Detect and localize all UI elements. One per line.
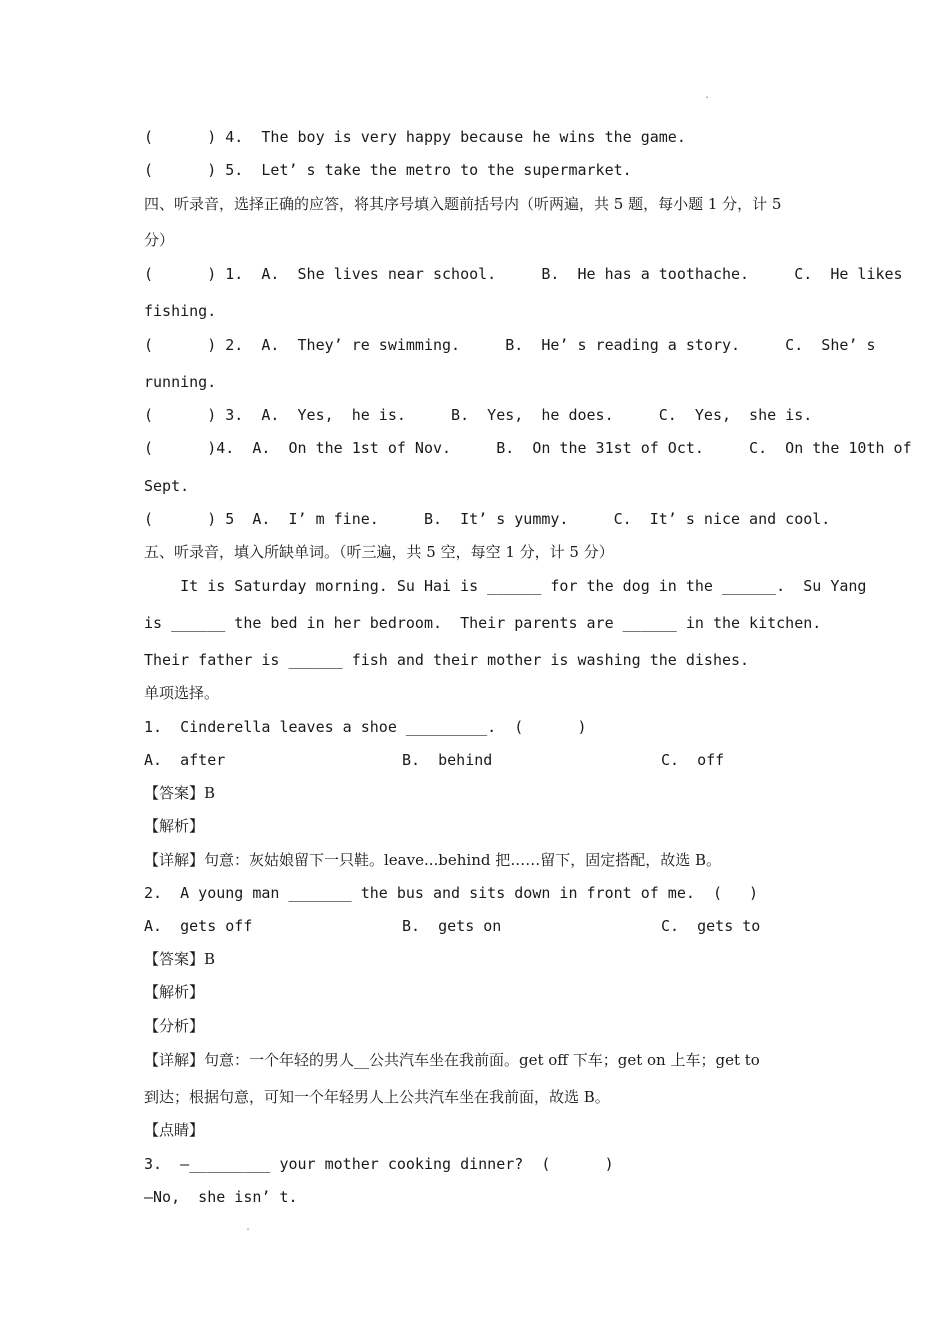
- q2-dianjing-label: 【点睛】: [144, 1121, 205, 1139]
- question-1: 1. Cinderella leaves a shoe _________. ( ): [144, 718, 587, 736]
- response-item-2-cont: running.: [144, 373, 217, 391]
- q1-detail: 【详解】句意：灰姑娘留下一只鞋。leave...behind 把……留下，固定搭配，故选 B。: [144, 851, 722, 869]
- q2-option-b: B. gets on: [402, 917, 502, 935]
- response-item-5: ( ) 5 A. I’ m fine. B. It’ s yummy. C. It’ s nice and cool.: [144, 510, 831, 528]
- q1-answer: 【答案】B: [144, 784, 216, 802]
- response-item-3: ( ) 3. A. Yes, he is. B. Yes, he does. C. Yes, she is.: [144, 406, 813, 424]
- q2-answer: 【答案】B: [144, 950, 216, 968]
- section-5-heading: 五、听录音，填入所缺单词。（听三遍，共 5 空，每空 1 分，计 5 分）: [144, 543, 614, 561]
- q1-option-a: A. after: [144, 751, 226, 769]
- section-4-heading: 四、听录音，选择正确的应答，将其序号填入题前括号内（听两遍，共 5 题，每小题 1 分，计 5: [144, 195, 782, 213]
- q2-detail: 【详解】句意：一个年轻的男人__公共汽车坐在我前面。get off 下车；get on 上车；get to: [144, 1051, 760, 1069]
- passage-line-2: is ______ the bed in her bedroom. Their parents are ______ in the kitchen.: [144, 614, 822, 632]
- listening-item-5: ( ) 5. Let’ s take the metro to the supermarket.: [144, 161, 632, 179]
- q1-option-b: B. behind: [402, 751, 493, 769]
- listening-item-4: ( ) 4. The boy is very happy because he wins the game.: [144, 128, 686, 146]
- section-mcq-heading: 单项选择。: [144, 684, 220, 702]
- passage-line-3: Their father is ______ fish and their mother is washing the dishes.: [144, 651, 750, 669]
- question-3-reply: —No, she isn’ t.: [144, 1188, 298, 1206]
- q2-fenxi-label: 【分析】: [144, 1017, 205, 1035]
- q2-option-c: C. gets to: [661, 917, 761, 935]
- response-item-4-cont: Sept.: [144, 477, 190, 495]
- response-item-2: ( ) 2. A. They’ re swimming. B. He’ s reading a story. C. She’ s: [144, 336, 876, 354]
- section-4-heading-cont: 分）: [144, 231, 175, 249]
- q2-detail-cont: 到达；根据句意，可知一个年轻男人上公共汽车坐在我前面，故选 B。: [144, 1088, 610, 1106]
- q2-option-a: A. gets off: [144, 917, 253, 935]
- passage-line-1: It is Saturday morning. Su Hai is ______ for the dog in the ______. Su Yang: [144, 577, 867, 595]
- response-item-1: ( ) 1. A. She lives near school. B. He has a toothache. C. He likes: [144, 265, 903, 283]
- page-dot-top: .: [704, 90, 711, 101]
- q2-analysis-label: 【解析】: [144, 983, 205, 1001]
- question-3: 3. —_________ your mother cooking dinner? ( ): [144, 1155, 614, 1173]
- response-item-4: ( )4. A. On the 1st of Nov. B. On the 31st of Oct. C. On the 10th of: [144, 439, 912, 457]
- question-2: 2. A young man _______ the bus and sits down in front of me. ( ): [144, 884, 759, 902]
- response-item-1-cont: fishing.: [144, 302, 217, 320]
- q1-option-c: C. off: [661, 751, 725, 769]
- q1-analysis-label: 【解析】: [144, 817, 205, 835]
- page-dot-bottom: .: [245, 1222, 252, 1233]
